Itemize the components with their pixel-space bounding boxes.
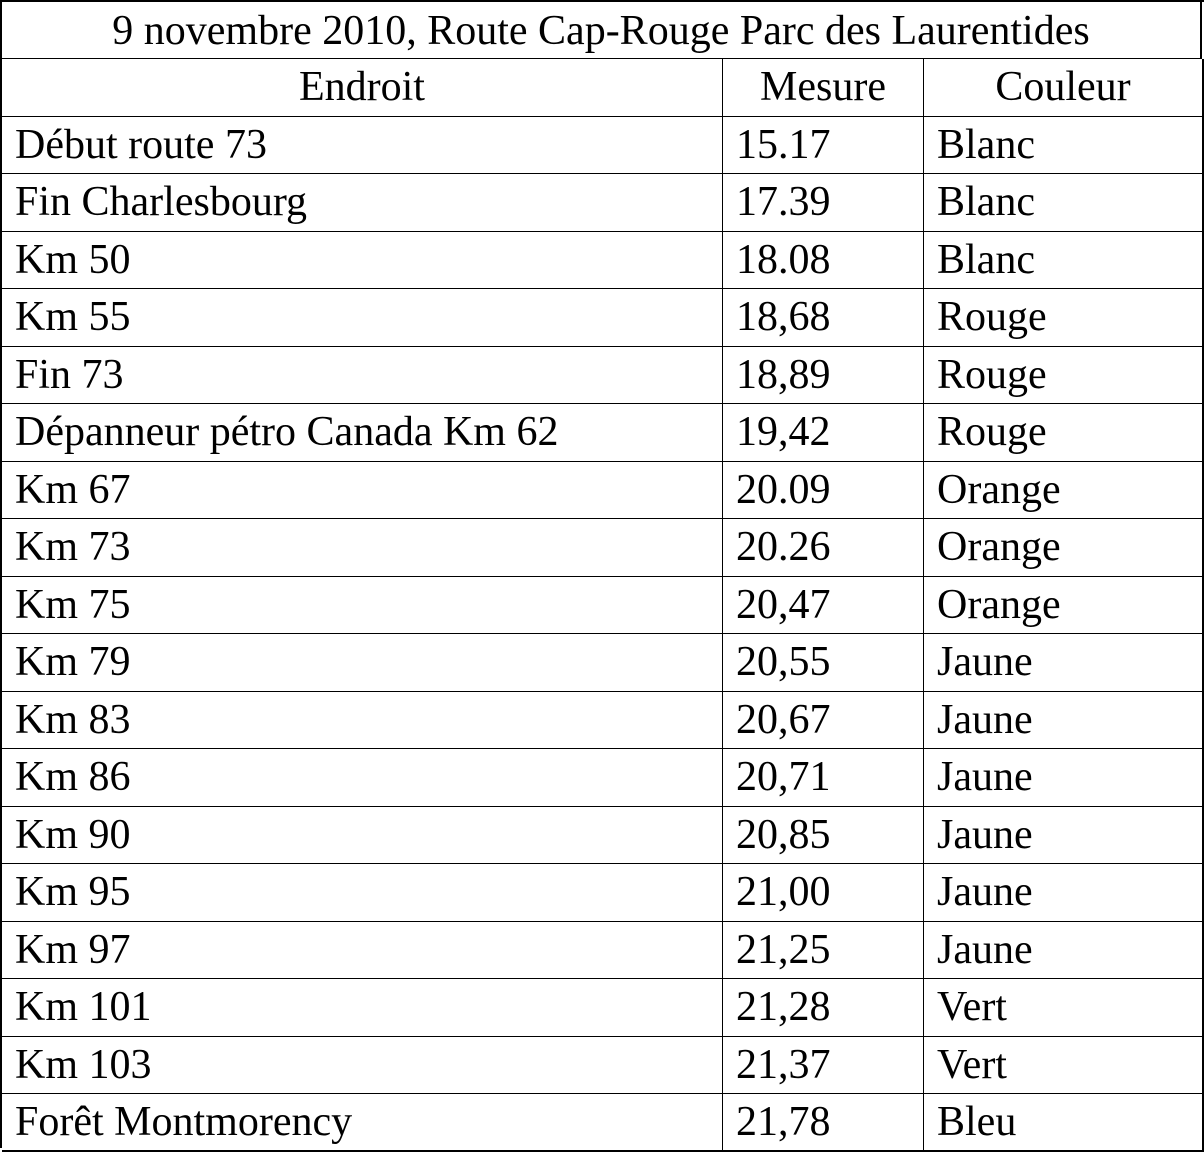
- cell-couleur: Bleu: [924, 1094, 1204, 1150]
- cell-couleur: Jaune: [924, 692, 1204, 749]
- cell-mesure: 21,78: [723, 1094, 924, 1150]
- cell-couleur: Jaune: [924, 922, 1204, 979]
- cell-mesure: 20,85: [723, 807, 924, 864]
- cell-mesure: 20.09: [723, 462, 924, 519]
- cell-couleur: Vert: [924, 1037, 1204, 1094]
- cell-couleur: Jaune: [924, 864, 1204, 921]
- table-row: [2, 922, 1204, 980]
- table-row: [2, 117, 1204, 175]
- cell-mesure: 20,55: [723, 634, 924, 691]
- cell-couleur: Jaune: [924, 749, 1204, 806]
- table-row: [2, 577, 1204, 635]
- cell-couleur: Blanc: [924, 232, 1204, 289]
- cell-couleur: Rouge: [924, 289, 1204, 346]
- table-row: [2, 1094, 1204, 1152]
- cell-endroit: Km 86: [2, 749, 723, 806]
- table-row: [2, 404, 1204, 462]
- cell-mesure: 20,67: [723, 692, 924, 749]
- cell-endroit: Fin Charlesbourg: [2, 174, 723, 231]
- table-row: [2, 634, 1204, 692]
- cell-couleur: Blanc: [924, 174, 1204, 231]
- cell-couleur: Vert: [924, 979, 1204, 1036]
- table-row: [2, 232, 1204, 290]
- cell-mesure: 20,47: [723, 577, 924, 634]
- cell-endroit: Km 97: [2, 922, 723, 979]
- table-row: [2, 692, 1204, 750]
- table-body: [2, 117, 1204, 1152]
- table-row: [2, 347, 1204, 405]
- header-mesure: Mesure: [723, 59, 924, 116]
- cell-mesure: 15.17: [723, 117, 924, 174]
- cell-mesure: 21,25: [723, 922, 924, 979]
- table-grid: [2, 59, 1204, 1152]
- table-row: [2, 174, 1204, 232]
- cell-mesure: 19,42: [723, 404, 924, 461]
- table-row: [2, 749, 1204, 807]
- cell-couleur: Jaune: [924, 634, 1204, 691]
- cell-endroit: Km 75: [2, 577, 723, 634]
- cell-mesure: 18,68: [723, 289, 924, 346]
- cell-couleur: Rouge: [924, 347, 1204, 404]
- header-couleur: Couleur: [924, 59, 1204, 116]
- table-row: [2, 462, 1204, 520]
- table-row: [2, 519, 1204, 577]
- cell-mesure: 21,28: [723, 979, 924, 1036]
- cell-endroit: Forêt Montmorency: [2, 1094, 723, 1150]
- cell-endroit: Fin 73: [2, 347, 723, 404]
- cell-mesure: 20,71: [723, 749, 924, 806]
- cell-mesure: 21,37: [723, 1037, 924, 1094]
- table-title: 9 novembre 2010, Route Cap-Rouge Parc des Laurentides: [2, 2, 1202, 59]
- cell-endroit: Km 73: [2, 519, 723, 576]
- cell-mesure: 17.39: [723, 174, 924, 231]
- cell-endroit: Km 103: [2, 1037, 723, 1094]
- cell-couleur: Blanc: [924, 117, 1204, 174]
- cell-endroit: Km 55: [2, 289, 723, 346]
- cell-endroit: Km 83: [2, 692, 723, 749]
- cell-endroit: Km 79: [2, 634, 723, 691]
- cell-couleur: Orange: [924, 519, 1204, 576]
- cell-mesure: 20.26: [723, 519, 924, 576]
- cell-couleur: Orange: [924, 462, 1204, 519]
- table-row: [2, 289, 1204, 347]
- table-header-row: [2, 59, 1204, 117]
- cell-couleur: Orange: [924, 577, 1204, 634]
- header-endroit: Endroit: [2, 59, 723, 116]
- cell-endroit: Début route 73: [2, 117, 723, 174]
- cell-couleur: Rouge: [924, 404, 1204, 461]
- cell-endroit: Km 95: [2, 864, 723, 921]
- cell-mesure: 18,89: [723, 347, 924, 404]
- table-row: [2, 1037, 1204, 1095]
- cell-mesure: 21,00: [723, 864, 924, 921]
- cell-mesure: 18.08: [723, 232, 924, 289]
- cell-endroit: Km 90: [2, 807, 723, 864]
- cell-endroit: Km 67: [2, 462, 723, 519]
- table-row: [2, 807, 1204, 865]
- table-row: [2, 864, 1204, 922]
- table-row: [2, 979, 1204, 1037]
- cell-endroit: Km 101: [2, 979, 723, 1036]
- cell-couleur: Jaune: [924, 807, 1204, 864]
- cell-endroit: Km 50: [2, 232, 723, 289]
- cell-endroit: Dépanneur pétro Canada Km 62: [2, 404, 723, 461]
